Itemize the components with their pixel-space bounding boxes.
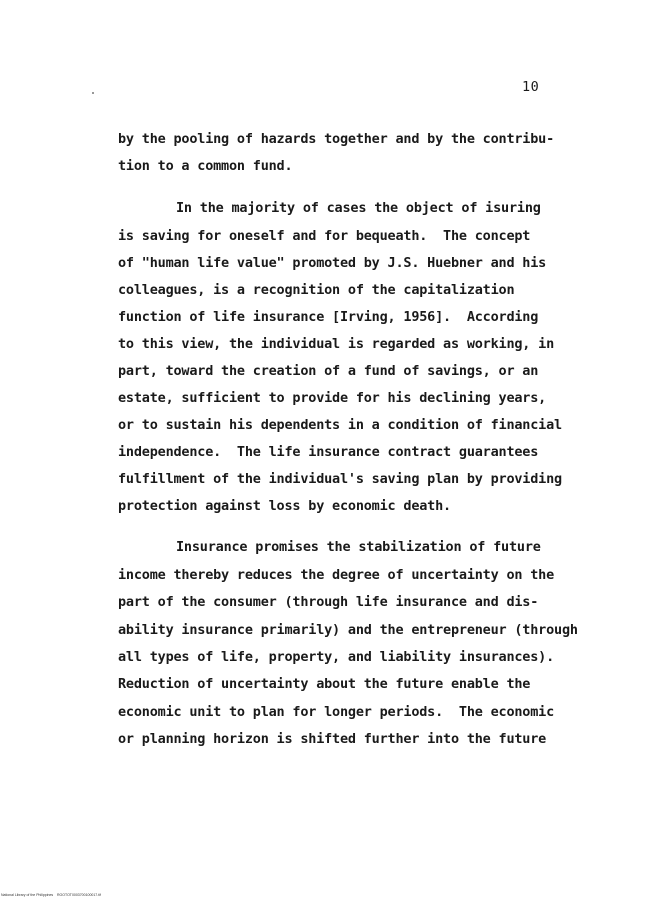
page-number: 10 (522, 79, 540, 95)
text-line: estate, sufficient to provide for his declining years, (118, 390, 547, 406)
text-line: or planning horizon is shifted further into the future (118, 731, 547, 747)
text-line: by the pooling of hazards together and by the contribu- (118, 131, 555, 147)
text-line: all types of life, property, and liability insurances). (118, 649, 555, 665)
text-line: colleagues, is a recognition of the capitalization (118, 282, 515, 298)
text-line: to this view, the individual is regarded as working, in (118, 336, 555, 352)
text-line: economic unit to plan for longer periods. The economic (118, 704, 555, 720)
text-line: income thereby reduces the degree of uncertainty on the (118, 567, 555, 583)
text-line: of "human life value" promoted by J.S. Huebner and his (118, 255, 547, 271)
text-line: is saving for oneself and for bequeath. The concept (118, 228, 531, 244)
text-line: In the majority of cases the object of isuring (176, 200, 541, 216)
text-line: tion to a common fund. (118, 158, 293, 174)
text-line: ability insurance primarily) and the entrepreneur (through (118, 622, 578, 638)
text-line: independence. The life insurance contract guarantees (118, 444, 539, 460)
text-line: or to sustain his dependents in a condition of financial (118, 417, 562, 433)
scan-footer: National Library of the Philippines ROOTOT0003700100017.tif (1, 893, 101, 897)
text-line: part of the consumer (through life insurance and dis- (118, 594, 539, 610)
text-line: fulfillment of the individual's saving plan by providing (118, 471, 562, 487)
scan-speck (92, 92, 94, 94)
text-line: part, toward the creation of a fund of savings, or an (118, 363, 539, 379)
text-line: Reduction of uncertainty about the future enable the (118, 676, 531, 692)
text-line: Insurance promises the stabilization of future (176, 539, 541, 555)
text-line: function of life insurance [Irving, 1956]. According (118, 309, 539, 325)
text-line: protection against loss by economic death. (118, 498, 451, 514)
